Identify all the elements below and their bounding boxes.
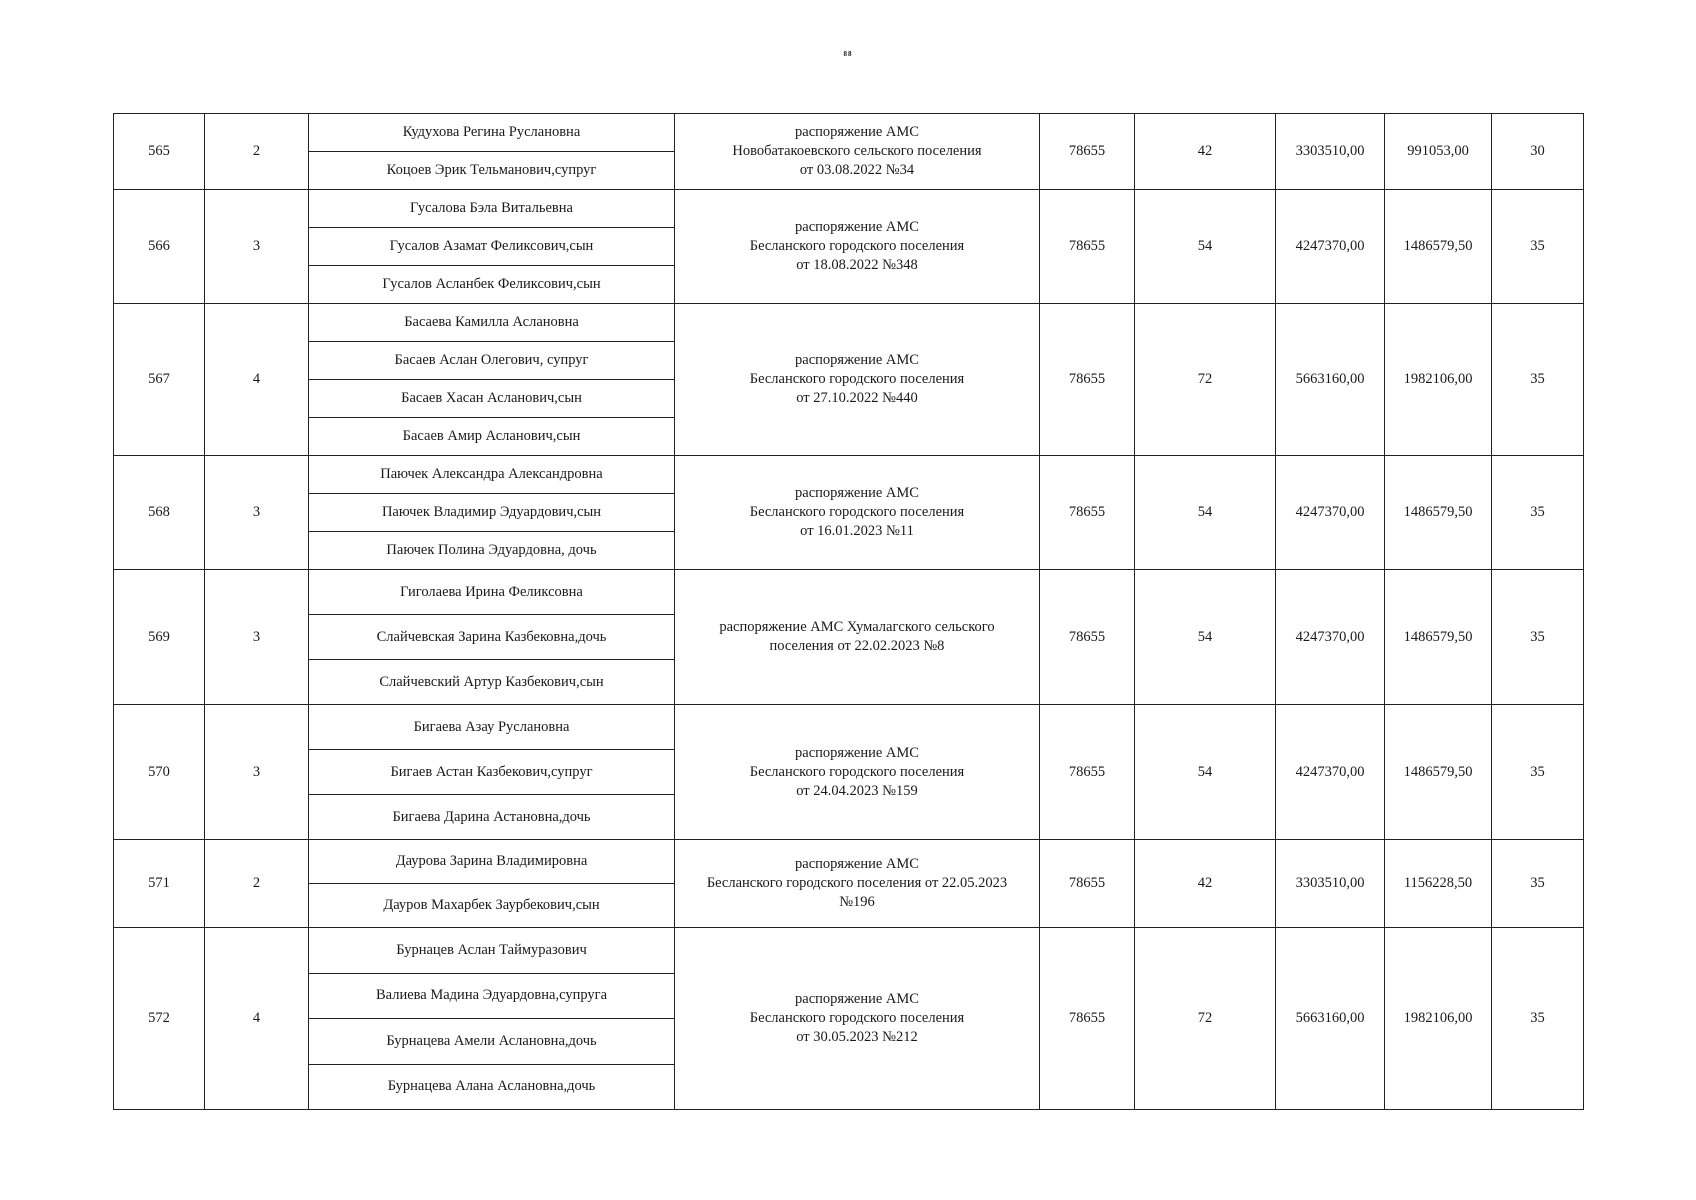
- subsidy-amount: 1486579,50: [1385, 456, 1492, 570]
- subsidy-amount: 1486579,50: [1385, 570, 1492, 705]
- subsidy-amount: 1156228,50: [1385, 840, 1492, 928]
- decision-document: [675, 190, 1040, 304]
- family-member: Валиева Мадина Эдуардовна,супруга: [309, 973, 675, 1019]
- family-member: Гиголаева Ирина Феликсовна: [309, 570, 675, 615]
- family-member: Бурнацев Аслан Таймуразович: [309, 928, 675, 974]
- subsidy-amount: 1486579,50: [1385, 705, 1492, 840]
- decision-document-line: распоряжение АМС: [795, 991, 919, 1007]
- subsidy-percent: 35: [1492, 570, 1584, 705]
- subsidy-percent: 35: [1492, 705, 1584, 840]
- housing-area: 72: [1135, 928, 1276, 1110]
- table-row: [114, 114, 1584, 152]
- subsidy-percent: 35: [1492, 840, 1584, 928]
- row-number: 571: [114, 840, 205, 928]
- decision-document-line: Бесланского городского поселения от 22.05.2023: [706, 875, 1008, 891]
- family-member: Басаев Хасан Асланович,сын: [309, 380, 675, 418]
- subsidy-amount: 1486579,50: [1385, 190, 1492, 304]
- family-member: Басаев Аслан Олегович, супруг: [309, 342, 675, 380]
- housing-area: 54: [1135, 456, 1276, 570]
- decision-document-line: Бесланского городского поселения: [749, 371, 965, 387]
- cost-per-sqm: 78655: [1040, 456, 1135, 570]
- registry-body: [114, 114, 1584, 1110]
- table-row: [114, 928, 1584, 974]
- total-cost: 3303510,00: [1276, 114, 1385, 190]
- family-member: Даурова Зарина Владимировна: [309, 840, 675, 884]
- row-number: 572: [114, 928, 205, 1110]
- cost-per-sqm: 78655: [1040, 705, 1135, 840]
- family-member: Дауров Махарбек Заурбекович,сын: [309, 884, 675, 928]
- table-row: [114, 840, 1584, 884]
- family-size: 3: [205, 705, 309, 840]
- family-size: 2: [205, 114, 309, 190]
- cost-per-sqm: 78655: [1040, 304, 1135, 456]
- table-row: [114, 705, 1584, 750]
- decision-document-line: распоряжение АМС: [795, 856, 919, 872]
- family-member: Бигаев Астан Казбекович,супруг: [309, 750, 675, 795]
- family-member: Паючек Александра Александровна: [309, 456, 675, 494]
- decision-document-line: Бесланского городского поселения: [749, 1010, 965, 1026]
- table-row: [114, 190, 1584, 228]
- family-member: Коцоев Эрик Тельманович,супруг: [309, 152, 675, 190]
- cost-per-sqm: 78655: [1040, 840, 1135, 928]
- page-number: 88: [843, 50, 853, 58]
- family-member: Слайчевская Зарина Казбековна,дочь: [309, 615, 675, 660]
- decision-document-line: распоряжение АМС: [795, 352, 919, 368]
- family-member: Бигаева Азау Руслановна: [309, 705, 675, 750]
- housing-area: 42: [1135, 840, 1276, 928]
- subsidy-percent: 35: [1492, 928, 1584, 1110]
- row-number: 567: [114, 304, 205, 456]
- family-member: Бурнацева Алана Аслановна,дочь: [309, 1064, 675, 1110]
- total-cost: 4247370,00: [1276, 570, 1385, 705]
- decision-document-line: №196: [839, 894, 875, 910]
- family-member: Бурнацева Амели Аслановна,дочь: [309, 1019, 675, 1065]
- row-number: 570: [114, 705, 205, 840]
- decision-document-line: распоряжение АМС: [795, 219, 919, 235]
- decision-document-line: от 18.08.2022 №348: [796, 257, 918, 273]
- decision-document: [675, 840, 1040, 928]
- housing-area: 54: [1135, 190, 1276, 304]
- family-member: Гусалова Бэла Витальевна: [309, 190, 675, 228]
- total-cost: 5663160,00: [1276, 928, 1385, 1110]
- family-size: 3: [205, 456, 309, 570]
- decision-document-line: Бесланского городского поселения: [749, 763, 965, 780]
- registry-table: [113, 113, 1584, 1110]
- cost-per-sqm: 78655: [1040, 928, 1135, 1110]
- family-size: 4: [205, 304, 309, 456]
- decision-document-line: Бесланского городского поселения: [749, 504, 965, 520]
- decision-document-line: распоряжение АМС: [795, 124, 919, 140]
- decision-document: [675, 928, 1040, 1110]
- table-row: [114, 570, 1584, 615]
- decision-document-line: распоряжение АМС: [795, 744, 919, 761]
- decision-document-line: поселения от 22.02.2023 №8: [769, 638, 945, 654]
- family-member: Паючек Полина Эдуардовна, дочь: [309, 532, 675, 570]
- family-size: 2: [205, 840, 309, 928]
- family-member: Слайчевский Артур Казбекович,сын: [309, 660, 675, 705]
- family-member: Кудухова Регина Руслановна: [309, 114, 675, 152]
- decision-document: [675, 456, 1040, 570]
- total-cost: 4247370,00: [1276, 705, 1385, 840]
- family-member: Бигаева Дарина Астановна,дочь: [309, 795, 675, 840]
- subsidy-percent: 35: [1492, 456, 1584, 570]
- decision-document: [675, 114, 1040, 190]
- decision-document-line: от 16.01.2023 №11: [800, 523, 914, 539]
- cost-per-sqm: 78655: [1040, 570, 1135, 705]
- subsidy-percent: 35: [1492, 190, 1584, 304]
- family-member: Паючек Владимир Эдуардович,сын: [309, 494, 675, 532]
- decision-document-line: распоряжение АМС: [795, 485, 919, 501]
- housing-area: 42: [1135, 114, 1276, 190]
- subsidy-percent: 30: [1492, 114, 1584, 190]
- subsidy-amount: 1982106,00: [1385, 304, 1492, 456]
- decision-document-line: от 27.10.2022 №440: [796, 390, 918, 406]
- family-size: 3: [205, 570, 309, 705]
- decision-document-line: Бесланского городского поселения: [749, 238, 965, 254]
- family-member: Басаев Амир Асланович,сын: [309, 418, 675, 456]
- decision-document-line: от 24.04.2023 №159: [796, 782, 918, 799]
- decision-document-line: от 03.08.2022 №34: [799, 162, 915, 178]
- row-number: 566: [114, 190, 205, 304]
- family-member: Басаева Камилла Аслановна: [309, 304, 675, 342]
- row-number: 565: [114, 114, 205, 190]
- table-row: [114, 304, 1584, 342]
- family-size: 3: [205, 190, 309, 304]
- subsidy-amount: 991053,00: [1385, 114, 1492, 190]
- total-cost: 4247370,00: [1276, 456, 1385, 570]
- total-cost: 5663160,00: [1276, 304, 1385, 456]
- housing-area: 72: [1135, 304, 1276, 456]
- total-cost: 3303510,00: [1276, 840, 1385, 928]
- housing-area: 54: [1135, 705, 1276, 840]
- decision-document: [675, 705, 1040, 840]
- total-cost: 4247370,00: [1276, 190, 1385, 304]
- subsidy-amount: 1982106,00: [1385, 928, 1492, 1110]
- row-number: 569: [114, 570, 205, 705]
- cost-per-sqm: 78655: [1040, 114, 1135, 190]
- family-member: Гусалов Асланбек Феликсович,сын: [309, 266, 675, 304]
- cost-per-sqm: 78655: [1040, 190, 1135, 304]
- family-size: 4: [205, 928, 309, 1110]
- family-member: Гусалов Азамат Феликсович,сын: [309, 228, 675, 266]
- decision-document-line: распоряжение АМС Хумалагского сельского: [719, 619, 995, 635]
- table-row: [114, 456, 1584, 494]
- subsidy-percent: 35: [1492, 304, 1584, 456]
- housing-area: 54: [1135, 570, 1276, 705]
- decision-document-line: от 30.05.2023 №212: [796, 1029, 918, 1045]
- decision-document: [675, 304, 1040, 456]
- decision-document: [675, 570, 1040, 705]
- row-number: 568: [114, 456, 205, 570]
- decision-document-line: Новобатакоевского сельского поселения: [732, 143, 982, 159]
